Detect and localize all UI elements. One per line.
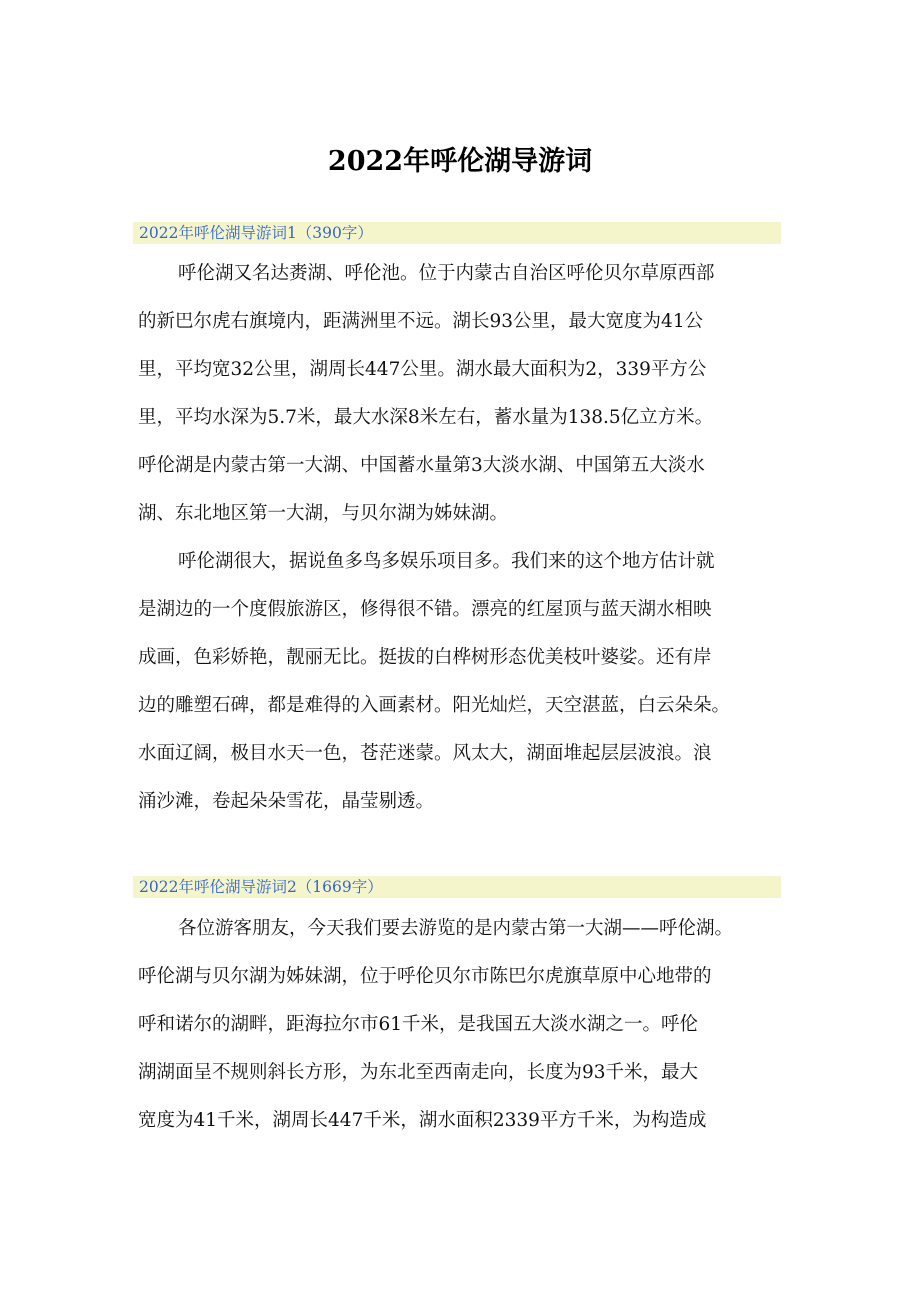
text-line: 呼伦湖是内蒙古第一大湖、中国蓄水量第3大淡水湖、中国第五大淡水 bbox=[138, 455, 705, 476]
text-line: 是湖边的一个度假旅游区，修得很不错。漂亮的红屋顶与蓝天湖水相映 bbox=[138, 599, 712, 620]
section-body-2 bbox=[138, 905, 790, 1145]
text-line: 湖、东北地区第一大湖，与贝尔湖为姊妹湖。 bbox=[138, 503, 509, 524]
page-title: 2022年呼伦湖导游词 bbox=[327, 146, 593, 177]
text-line: 湖湖面呈不规则斜长方形，为东北至西南走向，长度为93千米，最大 bbox=[138, 1062, 699, 1083]
text-line: 呼和诺尔的湖畔，距海拉尔市61千米，是我国五大淡水湖之一。呼伦 bbox=[138, 1014, 699, 1035]
text-line: 呼伦湖很大，据说鱼多鸟多娱乐项目多。我们来的这个地方估计就 bbox=[178, 551, 715, 572]
text-line: 的新巴尔虎右旗境内，距满洲里不远。湖长93公里，最大宽度为41公 bbox=[138, 311, 704, 332]
text-line: 呼伦湖又名达赉湖、呼伦池。位于内蒙古自治区呼伦贝尔草原西部 bbox=[178, 263, 715, 284]
text-line: 涌沙滩，卷起朵朵雪花，晶莹剔透。 bbox=[138, 791, 435, 812]
text-line: 呼伦湖与贝尔湖为姊妹湖，位于呼伦贝尔市陈巴尔虎旗草原中心地带的 bbox=[138, 966, 712, 987]
text-line: 成画，色彩娇艳，靓丽无比。挺拔的白桦树形态优美枝叶婆娑。还有岸 bbox=[138, 647, 712, 668]
text-line: 宽度为41千米，湖周长447千米，湖水面积2339平方千米，为构造成 bbox=[138, 1110, 707, 1131]
section-header-1: 2022年呼伦湖导游词1（390字） bbox=[133, 222, 781, 244]
text-line: 各位游客朋友，今天我们要去游览的是内蒙古第一大湖——呼伦湖。 bbox=[178, 918, 734, 939]
section-body-1 bbox=[138, 250, 790, 826]
text-line: 里，平均宽32公里，湖周长447公里。湖水最大面积为2，339平方公 bbox=[138, 359, 707, 380]
text-line: 边的雕塑石碑，都是难得的入画素材。阳光灿烂，天空湛蓝，白云朵朵。 bbox=[138, 695, 731, 716]
section-header-2: 2022年呼伦湖导游词2（1669字） bbox=[133, 876, 781, 898]
text-line: 里，平均水深为5.7米，最大水深8米左右，蓄水量为138.5亿立方米。 bbox=[138, 407, 714, 428]
text-line: 水面辽阔，极目水天一色，苍茫迷蒙。风太大，湖面堆起层层波浪。浪 bbox=[138, 743, 712, 764]
